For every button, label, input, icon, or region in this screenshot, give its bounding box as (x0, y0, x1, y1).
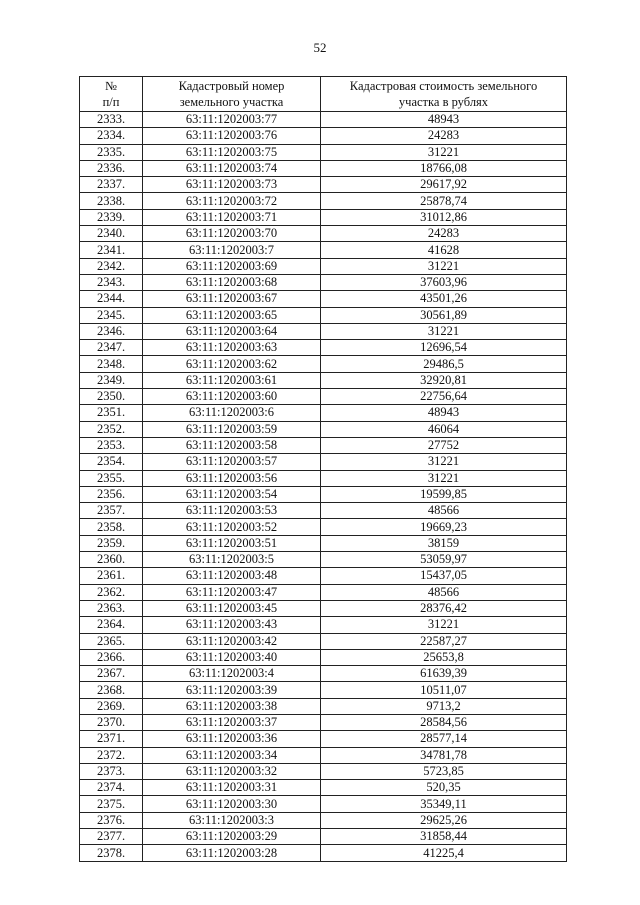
cadastral-value-cell: 12696,54 (321, 340, 567, 356)
cadastral-value-cell: 29617,92 (321, 177, 567, 193)
row-number-cell: 2358. (80, 519, 143, 535)
table-row (80, 600, 567, 616)
cadastral-value-cell: 22587,27 (321, 633, 567, 649)
table-row (80, 112, 567, 128)
row-number-cell: 2352. (80, 421, 143, 437)
table-row (80, 177, 567, 193)
row-number-cell: 2363. (80, 600, 143, 616)
row-number-cell: 2378. (80, 845, 143, 861)
table-row (80, 307, 567, 323)
cadastral-number-cell: 63:11:1202003:65 (143, 307, 321, 323)
table-row (80, 682, 567, 698)
row-number-cell: 2376. (80, 812, 143, 828)
row-number-cell: 2373. (80, 763, 143, 779)
row-number-cell: 2364. (80, 617, 143, 633)
cadastral-value-cell: 24283 (321, 226, 567, 242)
cadastral-value-cell: 48566 (321, 584, 567, 600)
table-row (80, 160, 567, 176)
cadastral-number-cell: 63:11:1202003:37 (143, 714, 321, 730)
table-header (80, 77, 567, 112)
table-row (80, 486, 567, 502)
cadastral-number-cell: 63:11:1202003:64 (143, 323, 321, 339)
cadastral-value-cell: 48943 (321, 112, 567, 128)
cadastral-number-cell: 63:11:1202003:34 (143, 747, 321, 763)
cadastral-value-cell: 10511,07 (321, 682, 567, 698)
cadastral-value-cell: 19669,23 (321, 519, 567, 535)
cadastral-number-cell: 63:11:1202003:29 (143, 829, 321, 845)
cadastral-number-cell: 63:11:1202003:72 (143, 193, 321, 209)
cadastral-number-cell: 63:11:1202003:67 (143, 291, 321, 307)
row-number-cell: 2341. (80, 242, 143, 258)
cadastral-value-cell: 31221 (321, 470, 567, 486)
header-value-line1: Кадастровая стоимость земельного (349, 79, 538, 93)
cadastral-value-cell: 25653,8 (321, 649, 567, 665)
table-row (80, 763, 567, 779)
row-number-cell: 2371. (80, 731, 143, 747)
row-number-cell: 2372. (80, 747, 143, 763)
cadastral-number-cell: 63:11:1202003:39 (143, 682, 321, 698)
row-number-cell: 2367. (80, 666, 143, 682)
cadastral-value-cell: 22756,64 (321, 389, 567, 405)
table-row (80, 291, 567, 307)
cadastral-number-cell: 63:11:1202003:60 (143, 389, 321, 405)
row-number-cell: 2343. (80, 274, 143, 290)
row-number-cell: 2347. (80, 340, 143, 356)
cadastral-number-cell: 63:11:1202003:47 (143, 584, 321, 600)
row-number-cell: 2344. (80, 291, 143, 307)
row-number-cell: 2340. (80, 226, 143, 242)
table-row (80, 535, 567, 551)
row-number-cell: 2351. (80, 405, 143, 421)
row-number-cell: 2361. (80, 568, 143, 584)
cadastral-number-cell: 63:11:1202003:77 (143, 112, 321, 128)
cadastral-number-cell: 63:11:1202003:71 (143, 209, 321, 225)
table-row (80, 845, 567, 861)
cadastral-value-cell: 31221 (321, 258, 567, 274)
row-number-cell: 2356. (80, 486, 143, 502)
row-number-cell: 2336. (80, 160, 143, 176)
table-row (80, 372, 567, 388)
row-number-cell: 2368. (80, 682, 143, 698)
cadastral-number-cell: 63:11:1202003:76 (143, 128, 321, 144)
row-number-cell: 2353. (80, 437, 143, 453)
row-number-cell: 2360. (80, 552, 143, 568)
table-row (80, 193, 567, 209)
table-row (80, 666, 567, 682)
cadastral-value-cell: 31221 (321, 617, 567, 633)
cadastral-number-cell: 63:11:1202003:5 (143, 552, 321, 568)
cadastral-value-cell: 19599,85 (321, 486, 567, 502)
header-number-line2: п/п (102, 95, 120, 109)
cadastral-value-cell: 9713,2 (321, 698, 567, 714)
row-number-cell: 2346. (80, 323, 143, 339)
cadastral-number-cell: 63:11:1202003:51 (143, 535, 321, 551)
cadastral-value-cell: 31221 (321, 454, 567, 470)
cadastral-value-cell: 28376,42 (321, 600, 567, 616)
table-row (80, 714, 567, 730)
cadastral-number-cell: 63:11:1202003:70 (143, 226, 321, 242)
header-number-line1: № (105, 79, 117, 93)
row-number-cell: 2350. (80, 389, 143, 405)
header-cadastral-number (143, 77, 321, 112)
table-row (80, 649, 567, 665)
cadastral-value-cell: 43501,26 (321, 291, 567, 307)
table-row (80, 242, 567, 258)
cadastral-number-cell: 63:11:1202003:53 (143, 503, 321, 519)
cadastral-number-cell: 63:11:1202003:3 (143, 812, 321, 828)
table-row (80, 519, 567, 535)
table-row (80, 323, 567, 339)
cadastral-number-cell: 63:11:1202003:38 (143, 698, 321, 714)
table-row (80, 780, 567, 796)
cadastral-value-cell: 27752 (321, 437, 567, 453)
table-row (80, 258, 567, 274)
row-number-cell: 2369. (80, 698, 143, 714)
header-cadastral-line1: Кадастровый номер (178, 79, 285, 93)
cadastral-number-cell: 63:11:1202003:56 (143, 470, 321, 486)
row-number-cell: 2335. (80, 144, 143, 160)
cadastral-number-cell: 63:11:1202003:61 (143, 372, 321, 388)
row-number-cell: 2362. (80, 584, 143, 600)
cadastral-number-cell: 63:11:1202003:4 (143, 666, 321, 682)
header-value-line2: участка в рублях (398, 95, 489, 109)
cadastral-number-cell: 63:11:1202003:28 (143, 845, 321, 861)
row-number-cell: 2377. (80, 829, 143, 845)
cadastral-value-cell: 31858,44 (321, 829, 567, 845)
cadastral-number-cell: 63:11:1202003:54 (143, 486, 321, 502)
table-row (80, 633, 567, 649)
row-number-cell: 2365. (80, 633, 143, 649)
cadastral-value-cell: 520,35 (321, 780, 567, 796)
cadastral-value-cell: 28577,14 (321, 731, 567, 747)
row-number-cell: 2342. (80, 258, 143, 274)
cadastral-number-cell: 63:11:1202003:42 (143, 633, 321, 649)
table-row (80, 405, 567, 421)
cadastral-number-cell: 63:11:1202003:73 (143, 177, 321, 193)
cadastral-value-cell: 30561,89 (321, 307, 567, 323)
cadastral-value-cell: 29625,26 (321, 812, 567, 828)
cadastral-value-cell: 31012,86 (321, 209, 567, 225)
header-cadastral-value (321, 77, 567, 112)
row-number-cell: 2366. (80, 649, 143, 665)
cadastral-value-cell: 25878,74 (321, 193, 567, 209)
row-number-cell: 2333. (80, 112, 143, 128)
table-row (80, 128, 567, 144)
page-number: 52 (313, 40, 327, 55)
cadastral-number-cell: 63:11:1202003:75 (143, 144, 321, 160)
row-number-cell: 2354. (80, 454, 143, 470)
table-row (80, 747, 567, 763)
table-row (80, 421, 567, 437)
cadastral-number-cell: 63:11:1202003:68 (143, 274, 321, 290)
cadastral-number-cell: 63:11:1202003:59 (143, 421, 321, 437)
row-number-cell: 2338. (80, 193, 143, 209)
cadastral-number-cell: 63:11:1202003:57 (143, 454, 321, 470)
row-number-cell: 2334. (80, 128, 143, 144)
header-row (80, 77, 567, 112)
table-row (80, 617, 567, 633)
cadastral-value-cell: 32920,81 (321, 372, 567, 388)
row-number-cell: 2359. (80, 535, 143, 551)
cadastral-number-cell: 63:11:1202003:74 (143, 160, 321, 176)
cadastral-value-cell: 41225,4 (321, 845, 567, 861)
table-row (80, 274, 567, 290)
table-body (80, 112, 567, 862)
table-row (80, 437, 567, 453)
table-row (80, 698, 567, 714)
row-number-cell: 2348. (80, 356, 143, 372)
cadastral-value-cell: 35349,11 (321, 796, 567, 812)
cadastral-number-cell: 63:11:1202003:43 (143, 617, 321, 633)
cadastral-number-cell: 63:11:1202003:52 (143, 519, 321, 535)
row-number-cell: 2375. (80, 796, 143, 812)
cadastral-number-cell: 63:11:1202003:45 (143, 600, 321, 616)
cadastral-number-cell: 63:11:1202003:6 (143, 405, 321, 421)
cadastral-number-cell: 63:11:1202003:63 (143, 340, 321, 356)
table-row (80, 731, 567, 747)
table-row (80, 209, 567, 225)
cadastral-value-cell: 31221 (321, 323, 567, 339)
table-row (80, 454, 567, 470)
table-row (80, 812, 567, 828)
row-number-cell: 2370. (80, 714, 143, 730)
table-row (80, 144, 567, 160)
cadastral-number-cell: 63:11:1202003:7 (143, 242, 321, 258)
row-number-cell: 2339. (80, 209, 143, 225)
cadastral-value-cell: 15437,05 (321, 568, 567, 584)
table-row (80, 829, 567, 845)
table-row (80, 584, 567, 600)
cadastral-value-cell: 41628 (321, 242, 567, 258)
cadastral-value-cell: 29486,5 (321, 356, 567, 372)
cadastral-value-cell: 31221 (321, 144, 567, 160)
cadastral-number-cell: 63:11:1202003:58 (143, 437, 321, 453)
cadastral-number-cell: 63:11:1202003:32 (143, 763, 321, 779)
cadastral-value-cell: 46064 (321, 421, 567, 437)
table-row (80, 796, 567, 812)
cadastral-value-cell: 5723,85 (321, 763, 567, 779)
header-cadastral-line2: земельного участка (179, 95, 284, 109)
table-row (80, 552, 567, 568)
table-row (80, 356, 567, 372)
cadastral-value-cell: 24283 (321, 128, 567, 144)
cadastral-number-cell: 63:11:1202003:31 (143, 780, 321, 796)
cadastral-value-cell: 37603,96 (321, 274, 567, 290)
header-row-number (80, 77, 143, 112)
cadastral-value-cell: 34781,78 (321, 747, 567, 763)
cadastral-value-cell: 28584,56 (321, 714, 567, 730)
cadastral-number-cell: 63:11:1202003:36 (143, 731, 321, 747)
cadastral-number-cell: 63:11:1202003:48 (143, 568, 321, 584)
cadastral-value-table (79, 76, 567, 862)
table-row (80, 503, 567, 519)
row-number-cell: 2357. (80, 503, 143, 519)
cadastral-value-cell: 48943 (321, 405, 567, 421)
table-row (80, 470, 567, 486)
cadastral-value-cell: 48566 (321, 503, 567, 519)
cadastral-value-cell: 18766,08 (321, 160, 567, 176)
cadastral-number-cell: 63:11:1202003:30 (143, 796, 321, 812)
cadastral-value-cell: 38159 (321, 535, 567, 551)
row-number-cell: 2345. (80, 307, 143, 323)
row-number-cell: 2355. (80, 470, 143, 486)
table-row (80, 568, 567, 584)
cadastral-number-cell: 63:11:1202003:69 (143, 258, 321, 274)
row-number-cell: 2349. (80, 372, 143, 388)
cadastral-number-cell: 63:11:1202003:40 (143, 649, 321, 665)
cadastral-number-cell: 63:11:1202003:62 (143, 356, 321, 372)
cadastral-value-cell: 53059,97 (321, 552, 567, 568)
table-row (80, 340, 567, 356)
row-number-cell: 2374. (80, 780, 143, 796)
table-row (80, 389, 567, 405)
row-number-cell: 2337. (80, 177, 143, 193)
table-row (80, 226, 567, 242)
cadastral-value-cell: 61639,39 (321, 666, 567, 682)
